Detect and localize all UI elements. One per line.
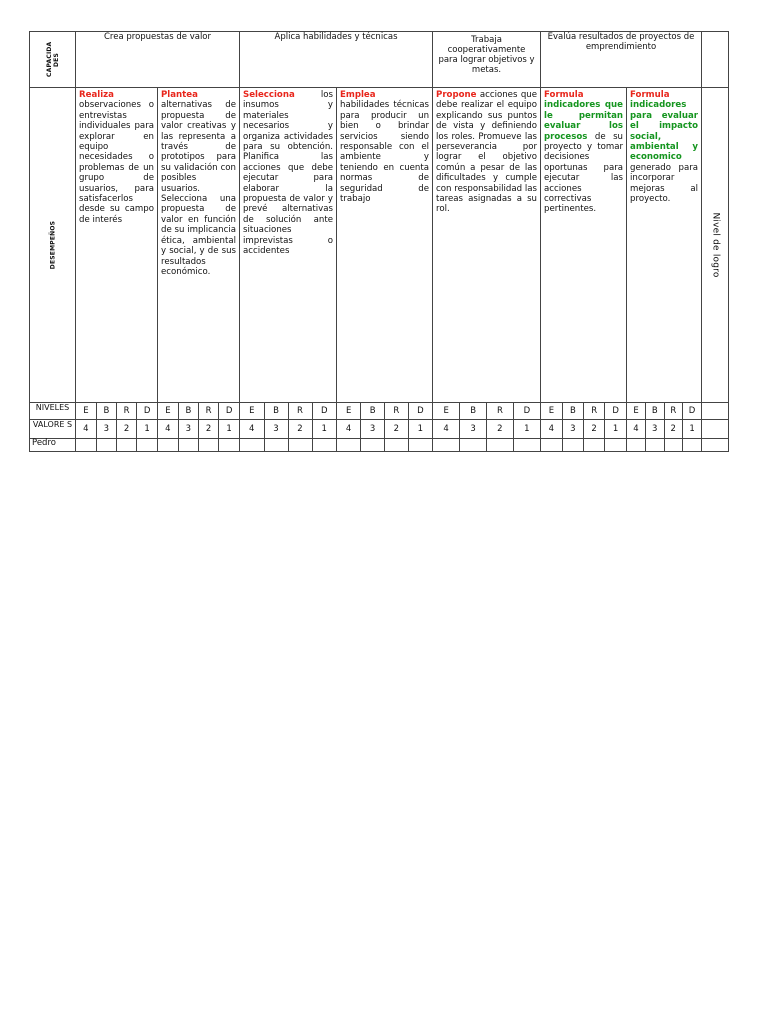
nivel-code-1: E <box>548 406 555 416</box>
student-score-group-2 <box>158 439 240 452</box>
nivel-code-1: E <box>633 406 639 416</box>
valores-group-2 <box>158 420 240 439</box>
valores-group-1 <box>76 420 158 439</box>
niveles-empty-cell <box>702 403 729 420</box>
score-cell-1[interactable] <box>541 439 562 451</box>
score-cell-2[interactable] <box>460 439 487 451</box>
nivel-code-3: R <box>664 403 683 419</box>
score-cell-1[interactable] <box>627 439 646 451</box>
score-cell-1[interactable] <box>240 439 264 451</box>
score-cell-4[interactable] <box>513 439 540 451</box>
capacidad-1: Crea propuestas de valor <box>76 32 240 88</box>
valores-group-7 <box>627 420 702 439</box>
nivel-code-3: R <box>385 403 409 419</box>
valores-group-3 <box>240 420 337 439</box>
nivel-code-2: B <box>264 403 288 419</box>
nivel-logro-cell <box>702 88 729 403</box>
nivel-code-4: D <box>683 403 702 419</box>
nivel-code-2: B <box>361 403 385 419</box>
valor-number-4: 1 <box>408 420 432 438</box>
valor-number-1: 4 <box>249 424 255 434</box>
desempeno-2-keyword: Plantea <box>161 90 198 100</box>
score-cell-3[interactable] <box>584 439 605 451</box>
desempeno-6-highlight: indicadores que le permitan evaluar los procesos <box>544 100 624 142</box>
desempeno-5-keyword: Propone <box>436 90 477 100</box>
valores-label: VALORE S <box>30 420 76 439</box>
nivel-code-4: D <box>312 403 336 419</box>
nivel-code-1: E <box>249 406 255 416</box>
score-cell-3[interactable] <box>487 439 514 451</box>
nivel-code-2: B <box>96 403 116 419</box>
valor-number-1: 4 <box>443 424 449 434</box>
valores-group-4 <box>337 420 433 439</box>
desempenos-label-cell <box>30 88 76 403</box>
nivel-code-2: B <box>178 403 198 419</box>
desempeno-cell-5 <box>433 88 541 403</box>
desempeno-7-keyword: Formula <box>630 90 670 100</box>
niveles-group-4 <box>337 403 433 420</box>
desempeno-4-keyword: Emplea <box>340 90 376 100</box>
desempeno-cell-2 <box>158 88 240 403</box>
nivel-code-2: B <box>646 403 665 419</box>
valor-number-2: 3 <box>178 420 198 438</box>
valor-number-4: 1 <box>683 420 702 438</box>
nivel-code-2: B <box>562 403 583 419</box>
score-cell-3[interactable] <box>288 439 312 451</box>
capacidades-label: CAPACIDA DES <box>45 41 60 77</box>
desempenos-label: DESEMPEÑOS <box>49 220 56 270</box>
capacidades-label-cell <box>30 32 76 88</box>
desempeno-2-text: alternativas de propuesta de valor creativas y las representa a través de prototipos para su validación con posibles usuarios. Selecciona una propuesta de valor en función de su implicancia ética, ambiental y social, y de sus resultados económico. <box>161 100 236 277</box>
valor-number-4: 1 <box>513 420 540 438</box>
valor-number-2: 3 <box>562 420 583 438</box>
nivel-logro-label: Nivel de logro <box>710 212 721 278</box>
score-cell-4[interactable] <box>137 439 157 451</box>
niveles-group-7 <box>627 403 702 420</box>
niveles-group-2 <box>158 403 240 420</box>
student-score-group-4 <box>337 439 433 452</box>
score-cell-2[interactable] <box>178 439 198 451</box>
score-cell-4[interactable] <box>219 439 239 451</box>
valores-row <box>30 420 729 439</box>
desempeno-cell-6 <box>541 88 627 403</box>
nivel-code-4: D <box>513 403 540 419</box>
valor-number-2: 3 <box>96 420 116 438</box>
score-cell-4[interactable] <box>605 439 626 451</box>
valor-number-4: 1 <box>137 420 157 438</box>
student-score-group-6 <box>541 439 627 452</box>
score-cell-3[interactable] <box>199 439 219 451</box>
valor-number-2: 3 <box>646 420 665 438</box>
desempeno-cell-3 <box>240 88 337 403</box>
score-cell-4[interactable] <box>408 439 432 451</box>
desempeno-cell-7 <box>627 88 702 403</box>
score-cell-2[interactable] <box>264 439 288 451</box>
score-cell-1[interactable] <box>433 439 460 451</box>
nivel-code-4: D <box>605 403 626 419</box>
valor-number-3: 2 <box>288 420 312 438</box>
desempeno-3-text: los insumos y materiales necesarios y organiza actividades para su obtención. Planifica las acciones que debe ejecutar para elaborar la propuesta de valor y prevé alternativas de solución ante situaciones imprevistas o accidentes <box>243 90 333 257</box>
nivel-code-2: B <box>460 403 487 419</box>
valor-number-2: 3 <box>264 420 288 438</box>
valor-number-1: 4 <box>83 424 89 434</box>
valor-number-3: 2 <box>199 420 219 438</box>
valor-number-1: 4 <box>548 424 555 434</box>
desempeno-6-keyword: Formula <box>544 90 584 100</box>
nivel-code-3: R <box>288 403 312 419</box>
valor-number-2: 3 <box>361 420 385 438</box>
score-cell-4[interactable] <box>312 439 336 451</box>
nivel-code-1: E <box>443 406 449 416</box>
valor-number-3: 2 <box>487 420 514 438</box>
score-cell-3[interactable] <box>385 439 409 451</box>
desempeno-3-keyword: Selecciona <box>243 90 295 100</box>
student-logro-cell[interactable] <box>702 439 729 452</box>
valor-number-1: 4 <box>165 424 171 434</box>
capacidades-row <box>30 32 729 88</box>
score-cell-1[interactable] <box>337 439 361 451</box>
desempeno-4-text: habilidades técnicas para producir un bien o brindar servicios siendo responsable con el ambiente y teniendo en cuenta normas de seguridad de trabajo <box>340 100 430 205</box>
nivel-code-4: D <box>408 403 432 419</box>
desempeno-5-text: acciones que debe realizar el equipo explicando sus puntos de vista y definiendo los roles. Promueve las perseverancia por lograr el objetivo común a pesar de las dificultades y cumple con responsabilidad las tareas asignadas a su rol. <box>436 90 538 215</box>
rubric-table <box>29 31 729 452</box>
student-score-group-5 <box>433 439 541 452</box>
niveles-group-6 <box>541 403 627 420</box>
header-empty-cell <box>702 32 729 88</box>
score-cell-2[interactable] <box>361 439 385 451</box>
score-cell-3[interactable] <box>664 439 683 451</box>
valor-number-1: 4 <box>345 424 352 434</box>
desempenos-row <box>30 88 729 403</box>
nivel-code-3: R <box>199 403 219 419</box>
score-cell-2[interactable] <box>646 439 665 451</box>
desempeno-1-text: observaciones o entrevistas individuales para explorar en equipo necesidades o problemas de un grupo de usuarios, para satisfacerlos desde su campo de interés <box>79 100 154 225</box>
nivel-code-1: E <box>345 406 352 416</box>
valor-number-3: 2 <box>385 420 409 438</box>
valor-number-3: 2 <box>664 420 683 438</box>
valor-number-3: 2 <box>584 420 605 438</box>
valores-group-6 <box>541 420 627 439</box>
score-cell-2[interactable] <box>562 439 583 451</box>
student-score-group-7 <box>627 439 702 452</box>
capacidad-4: Evalúa resultados de proyectos de emprendimiento <box>541 32 702 88</box>
valores-empty-cell <box>702 420 729 439</box>
desempeno-cell-1 <box>76 88 158 403</box>
desempeno-7-highlight: indicadores para evaluar el impacto social, ambiental y economico <box>630 100 699 163</box>
nivel-code-3: R <box>584 403 605 419</box>
score-cell-4[interactable] <box>683 439 702 451</box>
valor-number-2: 3 <box>460 420 487 438</box>
student-name: Pedro <box>30 439 76 452</box>
valor-number-3: 2 <box>117 420 137 438</box>
desempeno-7-text: generado para incorporar mejoras al proyecto. <box>630 162 699 205</box>
student-score-group-3 <box>240 439 337 452</box>
valores-group-5 <box>433 420 541 439</box>
nivel-code-3: R <box>117 403 137 419</box>
nivel-code-3: R <box>487 403 514 419</box>
niveles-row <box>30 403 729 420</box>
nivel-code-4: D <box>219 403 239 419</box>
score-cell-1[interactable] <box>158 439 178 451</box>
valor-number-4: 1 <box>219 420 239 438</box>
valor-number-4: 1 <box>605 420 626 438</box>
capacidad-2: Aplica habilidades y técnicas <box>240 32 433 88</box>
score-cell-1[interactable] <box>76 439 96 451</box>
desempeno-1-keyword: Realiza <box>79 90 114 100</box>
capacidad-3: Trabaja cooperativamente para lograr objetivos y metas. <box>433 32 541 88</box>
niveles-group-3 <box>240 403 337 420</box>
nivel-code-1: E <box>83 406 89 416</box>
valor-number-4: 1 <box>312 420 336 438</box>
desempeno-6-text: de su proyecto y tomar decisiones oportunas para ejecutar las acciones correctivas pertinentes. <box>544 131 624 215</box>
niveles-group-5 <box>433 403 541 420</box>
nivel-code-1: E <box>165 406 171 416</box>
score-cell-2[interactable] <box>96 439 116 451</box>
nivel-code-4: D <box>137 403 157 419</box>
desempeno-cell-4 <box>337 88 433 403</box>
student-row <box>30 439 729 452</box>
score-cell-3[interactable] <box>117 439 137 451</box>
niveles-label: NIVELES <box>30 403 76 420</box>
valor-number-1: 4 <box>633 424 639 434</box>
niveles-group-1 <box>76 403 158 420</box>
student-score-group-1 <box>76 439 158 452</box>
